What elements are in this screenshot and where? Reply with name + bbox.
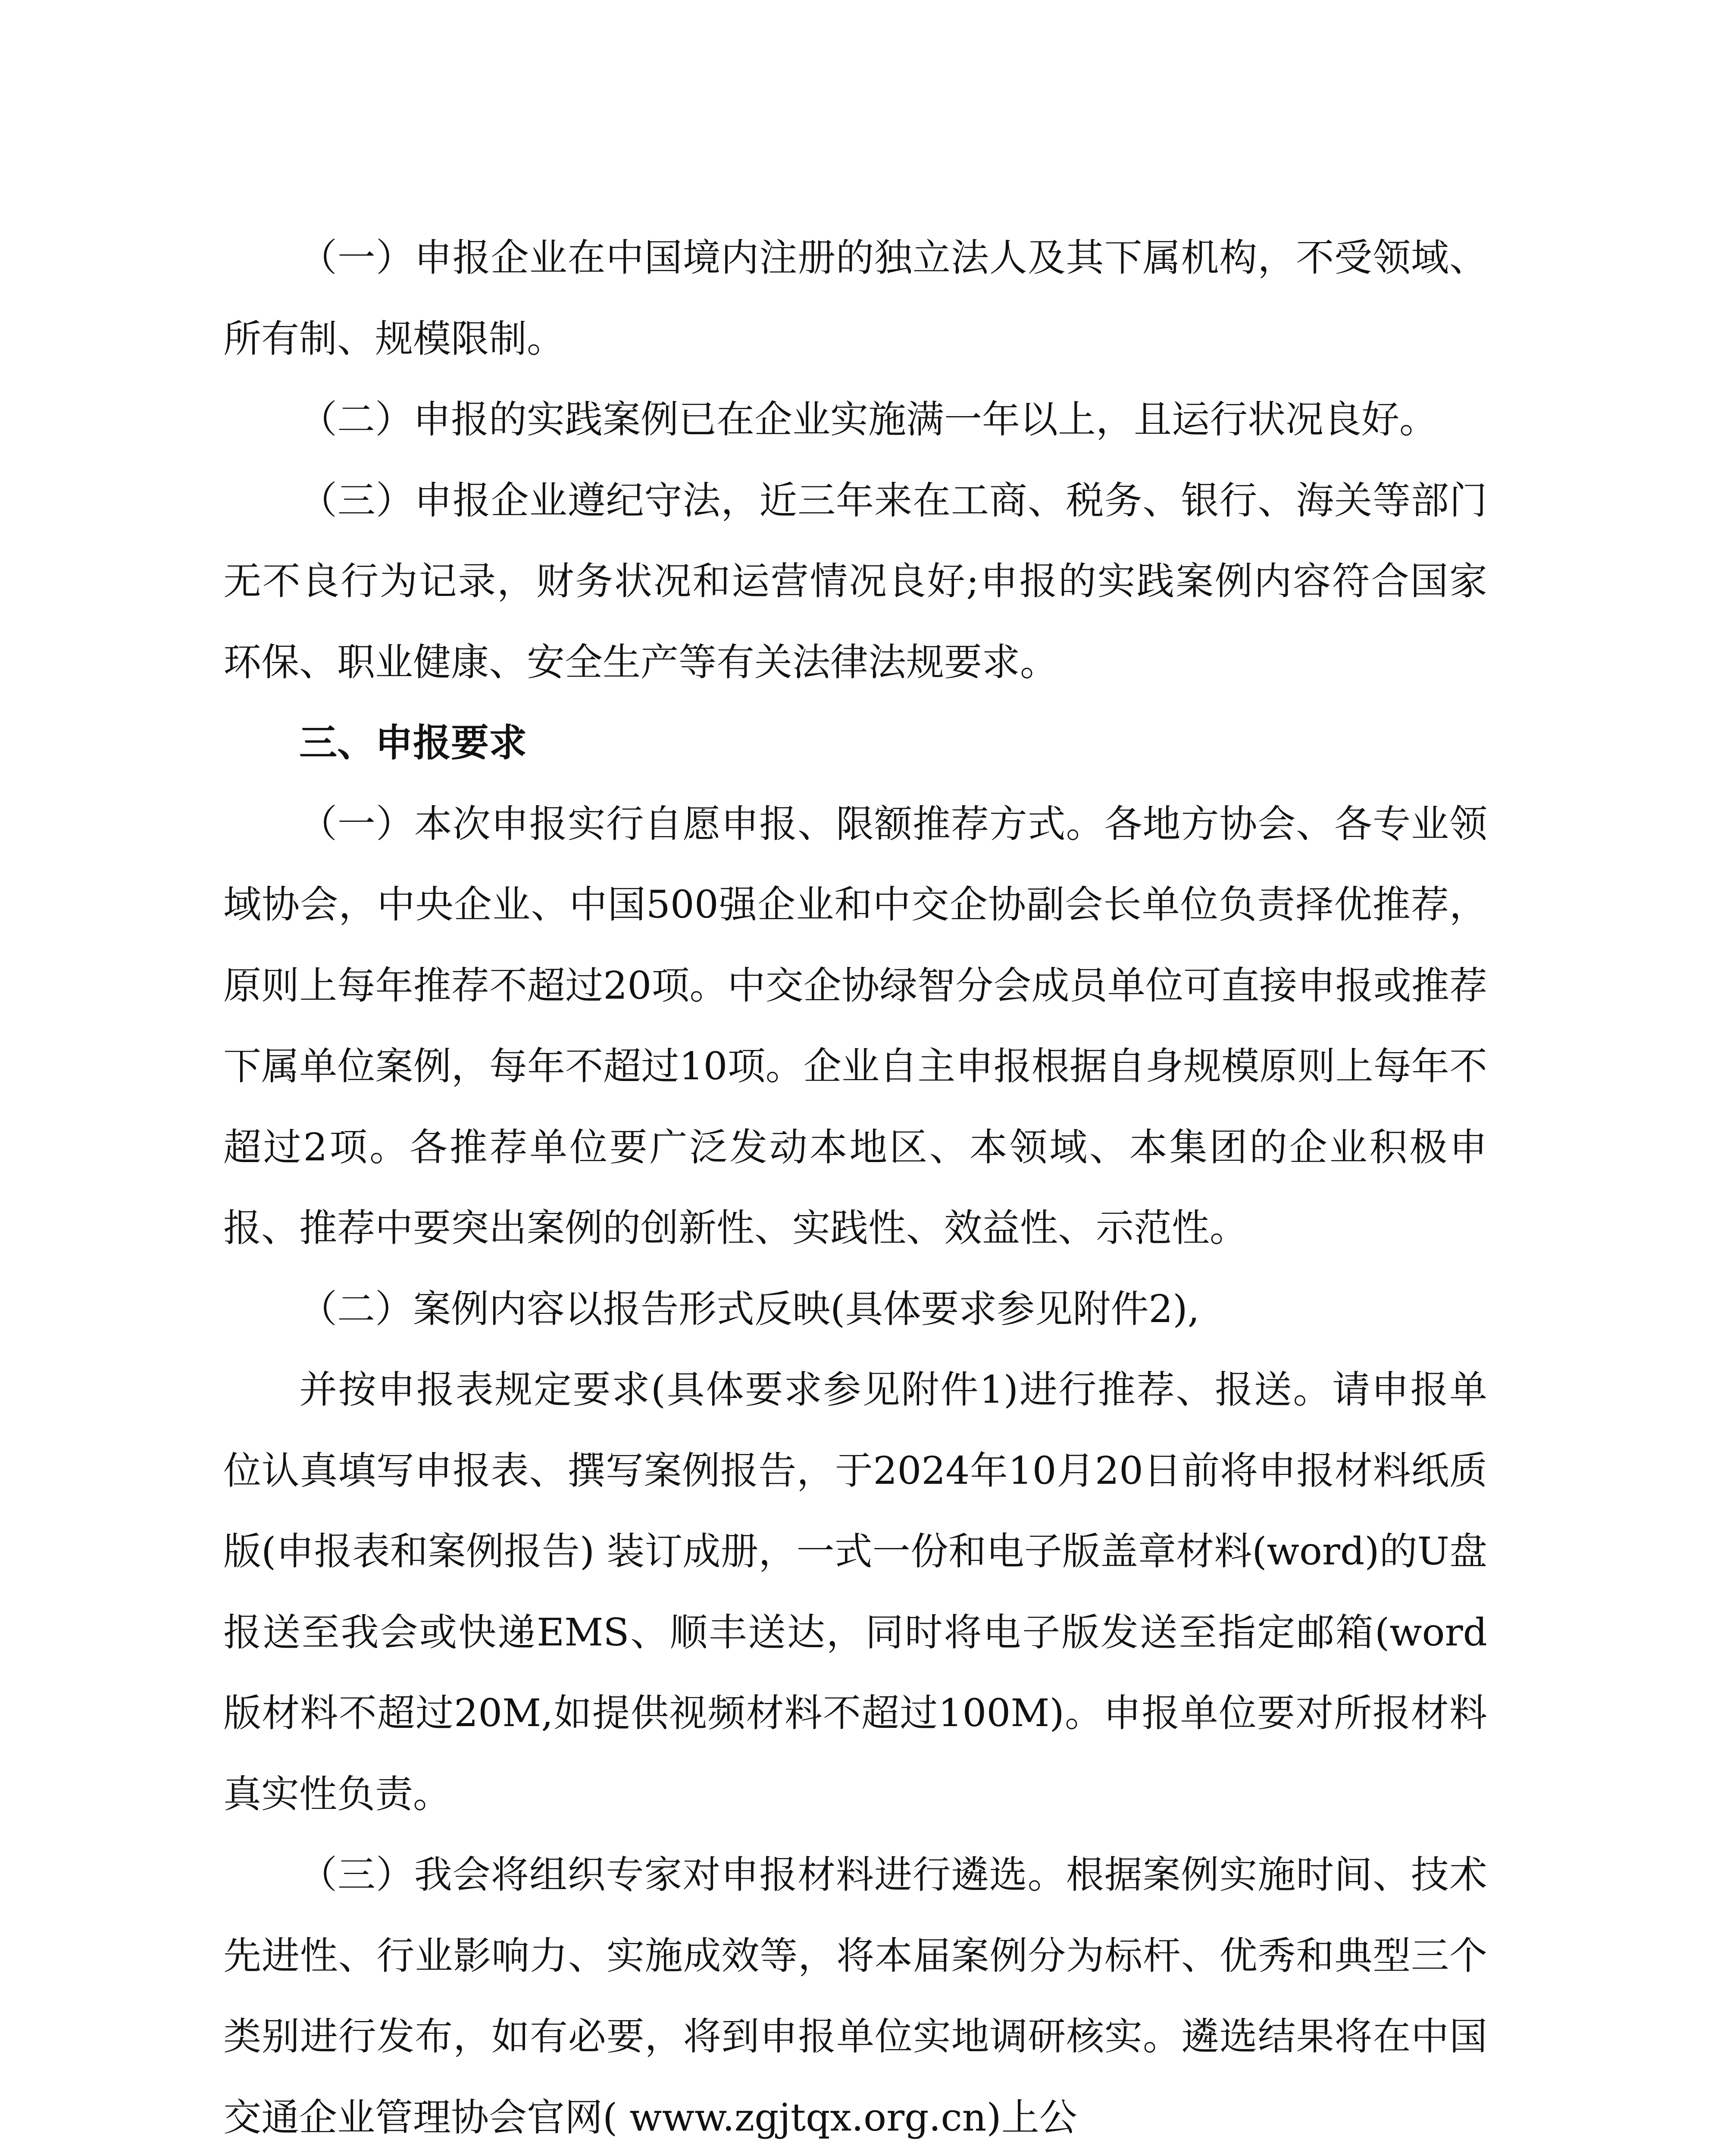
paragraph-requirement-1: （一）本次申报实行自愿申报、限额推荐方式。各地方协会、各专业领域协会，中央企业、中国500强企业和中交企协副会长单位负责择优推荐，原则上每年推荐不超过20项。中交企协绿智分会成员单位可直接申报或推荐下属单位案例，每年不超过10项。企业自主申报根据自身规模原则上每年不超过2项。各推荐单位要广泛发动本地区、本领域、本集团的企业积极申报、推荐中要突出案例的创新性、实践性、效益性、示范性。 [223, 801, 1487, 1250]
section-heading-requirements: 三、申报要求 [299, 721, 527, 765]
paragraph-eligibility-3: （三）申报企业遵纪守法，近三年来在工商、税务、银行、海关等部门无不良行为记录，财务状况和运营情况良好;申报的实践案例内容符合国家环保、职业健康、安全生产等有关法律法规要求。 [223, 478, 1487, 684]
paragraph-requirement-2-continued: 并按申报表规定要求(具体要求参见附件1)进行推荐、报送。请申报单位认真填写申报表、撰写案例报告，于2024年10月20日前将申报材料纸质版(申报表和案例报告) 装订成册，一式一份和电子版盖章材料(word)的U盘报送至我会或快递EMS、顺丰送达，同时将电子版发送至指定邮箱(word版材料不超过20M,如提供视频材料不超过100M)。申报单位要对所报材料真实性负责。 [223, 1367, 1487, 1816]
paragraph-eligibility-2: （二）申报的实践案例已在企业实施满一年以上，且运行状况良好。 [299, 397, 1438, 442]
document-body [223, 217, 1487, 2156]
paragraph-requirement-3: （三）我会将组织专家对申报材料进行遴选。根据案例实施时间、技术先进性、行业影响力、实施成效等，将本届案例分为标杆、优秀和典型三个类别进行发布，如有必要，将到申报单位实地调研核实。遴选结果将在中国交通企业管理协会官网( www.zgjtqx.org.cn)上公 [223, 1852, 1487, 2140]
paragraph-requirement-2: （二）案例内容以报告形式反映(具体要求参见附件2), [299, 1286, 1200, 1331]
paragraph-eligibility-1: （一）申报企业在中国境内注册的独立法人及其下属机构，不受领域、所有制、规模限制。 [223, 235, 1487, 361]
